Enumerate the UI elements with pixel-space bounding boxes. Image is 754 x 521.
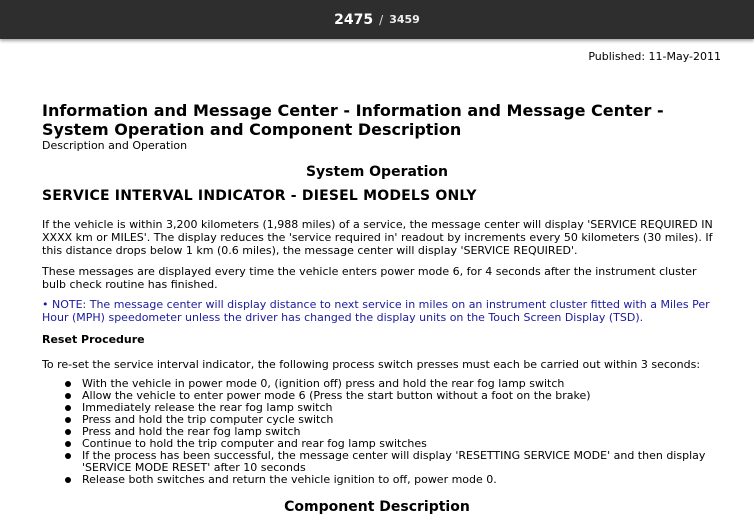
current-page-number: 2475 xyxy=(334,11,374,28)
service-interval-heading: SERVICE INTERVAL INDICATOR - DIESEL MODELS ONLY xyxy=(42,188,477,204)
section-heading-system-operation: System Operation xyxy=(305,164,449,180)
page-separator: / xyxy=(379,12,384,27)
total-pages: 3459 xyxy=(389,13,420,26)
note-paragraph: • NOTE: The message center will display distance to next service in miles on an instrument cluster fitted with a Miles Per Hour (MPH) speedometer unless the driver has changed the display units on the Touch Screen Display (TSD). xyxy=(42,298,710,324)
service-interval-paragraph: If the vehicle is within 3,200 kilometers (1,988 miles) of a service, the message center will display 'SERVICE REQUIRED IN XXXX km or MILES'. The display reduces the 'service required in' readout by increments every 50 kilometers (30 miles). If this distance drops below 1 km (0.6 miles), the message center will display 'SERVICE REQUIRED'. xyxy=(42,218,713,257)
published-date: Published: 11-May-2011 xyxy=(588,50,721,63)
list-item: Immediately release the rear fog lamp switch xyxy=(62,402,722,414)
list-item: With the vehicle in power mode 0, (ignition off) press and hold the rear fog lamp switch xyxy=(62,378,722,390)
document-subtitle: Description and Operation xyxy=(42,139,188,152)
reset-intro-paragraph: To re-set the service interval indicator, the following process switch presses must each be carried out within 3 seconds: xyxy=(42,358,701,371)
reset-procedure-heading: Reset Procedure xyxy=(42,333,145,346)
document-title: Information and Message Center - Information and Message Center - System Operation and Component Description xyxy=(42,101,664,139)
list-item: Continue to hold the trip computer and rear fog lamp switches xyxy=(62,438,722,450)
list-item: Release both switches and return the vehicle ignition to off, power mode 0. xyxy=(62,474,722,486)
section-heading-component-description: Component Description xyxy=(284,499,470,515)
list-item: If the process has been successful, the message center will display 'RESETTING SERVICE MODE' and then display 'SERVICE MODE RESET' after 10 seconds xyxy=(62,450,722,474)
list-item: Allow the vehicle to enter power mode 6 (Press the start button without a foot on the brake) xyxy=(62,390,722,402)
list-item: Press and hold the rear fog lamp switch xyxy=(62,426,722,438)
list-item: Press and hold the trip computer cycle switch xyxy=(62,414,722,426)
reset-steps-list xyxy=(62,378,722,486)
power-mode-paragraph: These messages are displayed every time the vehicle enters power mode 6, for 4 seconds after the instrument cluster bulb check routine has finished. xyxy=(42,265,697,291)
